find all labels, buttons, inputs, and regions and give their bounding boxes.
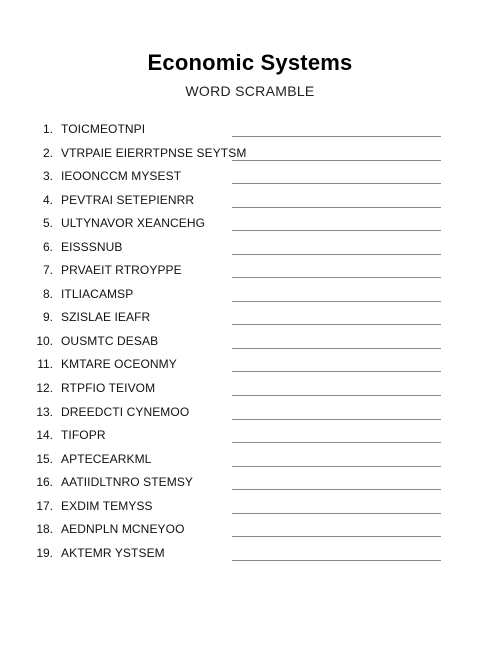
item-number: 5. (42, 216, 53, 231)
scramble-item (0, 167, 500, 191)
item-number: 9. (42, 310, 53, 325)
scrambled-word: APTECEARKML (61, 451, 152, 466)
answer-line[interactable] (232, 254, 441, 255)
scrambled-word: OUSMTC DESAB (61, 333, 159, 348)
scramble-item (0, 261, 500, 285)
scrambled-word: RTPFIO TEIVOM (61, 381, 156, 396)
scramble-item (0, 308, 500, 332)
scramble-item (0, 450, 500, 474)
answer-line[interactable] (232, 513, 441, 514)
scrambled-word: AATIIDLTNRO STEMSY (61, 475, 194, 490)
answer-line[interactable] (232, 560, 441, 561)
item-number: 18. (36, 522, 53, 537)
scrambled-word: ULTYNAVOR XEANCEHG (61, 216, 206, 231)
item-number: 4. (42, 192, 53, 207)
answer-line[interactable] (232, 371, 441, 372)
scramble-item (0, 120, 500, 144)
scramble-item (0, 544, 500, 568)
answer-line[interactable] (232, 442, 441, 443)
scramble-item (0, 214, 500, 238)
answer-line[interactable] (232, 466, 441, 467)
item-number: 11. (37, 357, 53, 372)
scramble-item (0, 426, 500, 450)
scramble-item (0, 497, 500, 521)
scrambled-word: TIFOPR (61, 428, 106, 443)
scrambled-word: PEVTRAI SETEPIENRR (61, 192, 195, 207)
answer-line[interactable] (232, 301, 441, 302)
scrambled-word: PRVAEIT RTROYPPE (61, 263, 182, 278)
scramble-item (0, 238, 500, 262)
item-number: 17. (36, 498, 53, 513)
scrambled-word: EISSSNUB (61, 239, 123, 254)
item-number: 3. (42, 169, 53, 184)
worksheet-subtitle: WORD SCRAMBLE (185, 83, 315, 99)
answer-line[interactable] (232, 160, 441, 161)
item-number: 15. (36, 451, 53, 466)
answer-line[interactable] (232, 395, 441, 396)
scrambled-word: VTRPAIE EIERRTPNSE SEYTSM (61, 145, 247, 160)
worksheet-title: Economic Systems (147, 50, 353, 75)
item-number: 14. (36, 428, 53, 443)
scrambled-word: KMTARE OCEONMY (61, 357, 177, 372)
scrambled-word: ITLIACAMSP (61, 286, 134, 301)
scrambled-word: DREEDCTI CYNEMOO (61, 404, 190, 419)
answer-line[interactable] (232, 230, 441, 231)
item-number: 19. (36, 545, 53, 560)
scrambled-word: IEOONCCM MYSEST (61, 169, 182, 184)
answer-line[interactable] (232, 277, 441, 278)
answer-line[interactable] (232, 489, 441, 490)
item-number: 13. (36, 404, 53, 419)
scramble-item (0, 520, 500, 544)
scramble-list (0, 120, 500, 567)
scramble-item (0, 403, 500, 427)
scrambled-word: EXDIM TEMYSS (61, 498, 153, 513)
scramble-item (0, 332, 500, 356)
item-number: 12. (36, 381, 53, 396)
answer-line[interactable] (232, 183, 441, 184)
scrambled-word: SZISLAE IEAFR (61, 310, 151, 325)
answer-line[interactable] (232, 419, 441, 420)
item-number: 10. (36, 333, 53, 348)
answer-line[interactable] (232, 136, 441, 137)
scramble-item (0, 473, 500, 497)
scrambled-word: AKTEMR YSTSEM (61, 545, 165, 560)
scramble-item (0, 379, 500, 403)
scramble-item (0, 285, 500, 309)
answer-line[interactable] (232, 348, 441, 349)
scramble-item (0, 355, 500, 379)
item-number: 1. (42, 122, 53, 136)
item-number: 8. (42, 286, 53, 301)
answer-line[interactable] (232, 536, 441, 537)
scramble-item (0, 191, 500, 215)
scrambled-word: AEDNPLN MCNEYOO (61, 522, 185, 537)
item-number: 6. (42, 239, 53, 254)
answer-line[interactable] (232, 207, 441, 208)
item-number: 16. (36, 475, 53, 490)
scramble-item (0, 144, 500, 168)
item-number: 7. (42, 263, 53, 278)
item-number: 2. (42, 145, 53, 160)
scrambled-word: TOICMEOTNPI (61, 122, 146, 136)
answer-line[interactable] (232, 324, 441, 325)
